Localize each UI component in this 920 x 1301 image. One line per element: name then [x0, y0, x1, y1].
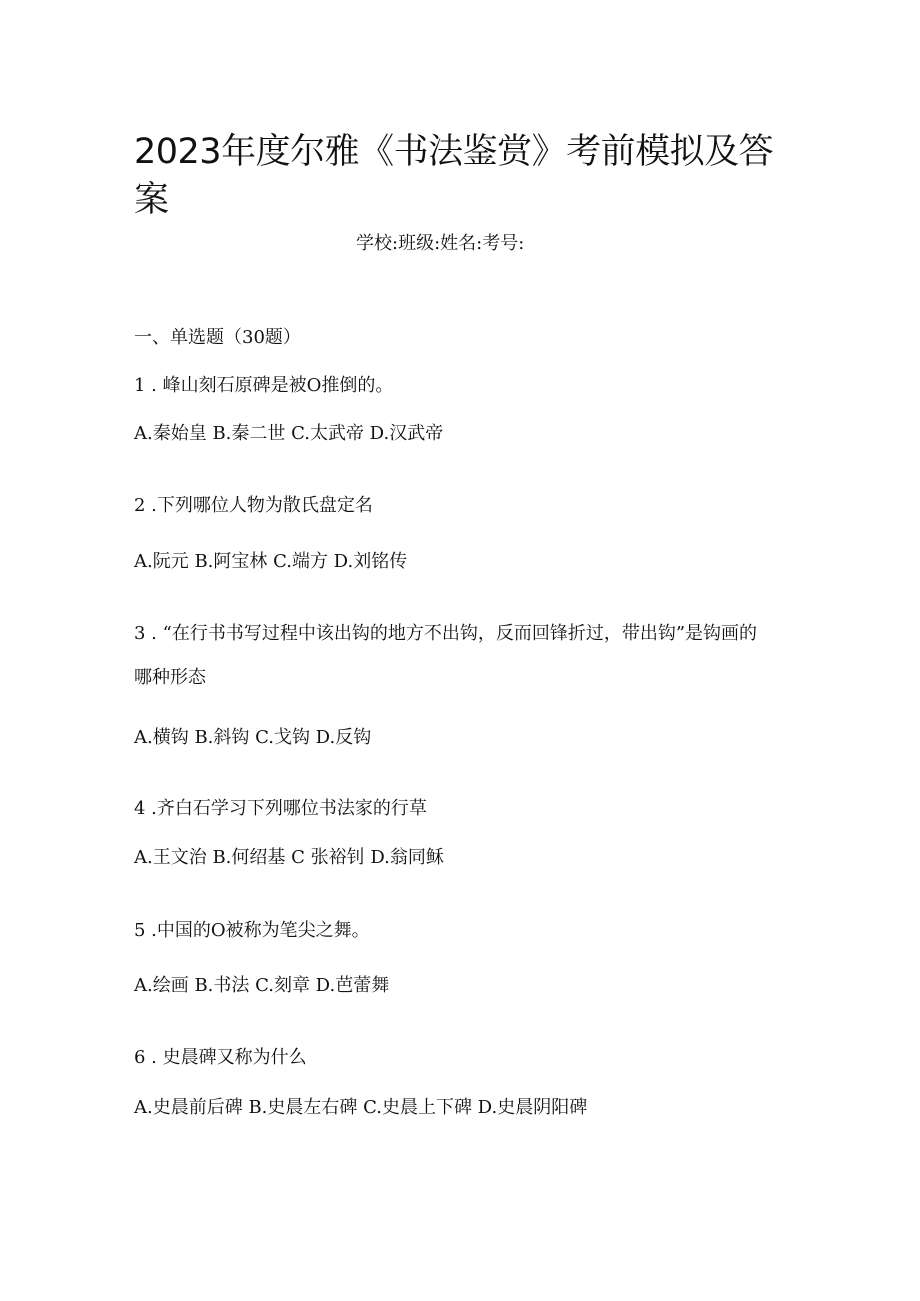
question-stem-3: 3 . “在行书书写过程中该出钩的地方不出钩，反而回锋折过，带出钩”是钩画的哪种形态 — [134, 623, 758, 688]
question-options-5: A.绘画 B.书法 C.刻章 D.芭蕾舞 — [134, 975, 390, 996]
question-stem-6: 6 . 史晨碑又称为什么 — [134, 1047, 307, 1068]
document-title: 2023年度尔雅《书法鉴赏》考前模拟及答案 — [134, 132, 774, 220]
question-stem-2: 2 .下列哪位人物为散氏盘定名 — [134, 495, 373, 516]
question-options-6: A.史晨前后碑 B.史晨左右碑 C.史晨上下碑 D.史晨阴阳碑 — [134, 1097, 588, 1118]
question-stem-1: 1 . 峰山刻石原碑是被O推倒的。 — [134, 375, 394, 396]
question-stem-4: 4 .齐白石学习下列哪位书法家的行草 — [134, 798, 427, 819]
question-options-1: A.秦始皇 B.秦二世 C.太武帝 D.汉武帝 — [134, 423, 444, 444]
question-stem-5: 5 .中国的O被称为笔尖之舞。 — [134, 920, 370, 941]
student-info-line: 学校:班级:姓名:考号: — [356, 233, 525, 254]
question-options-3: A.横钩 B.斜钩 C.戈钩 D.反钩 — [134, 727, 372, 748]
question-options-2: A.阮元 B.阿宝林 C.端方 D.刘铭传 — [134, 551, 408, 572]
section-heading: 一、单选题（30题） — [134, 327, 301, 348]
question-options-4: A.王文治 B.何绍基 C 张裕钊 D.翁同稣 — [134, 847, 444, 868]
